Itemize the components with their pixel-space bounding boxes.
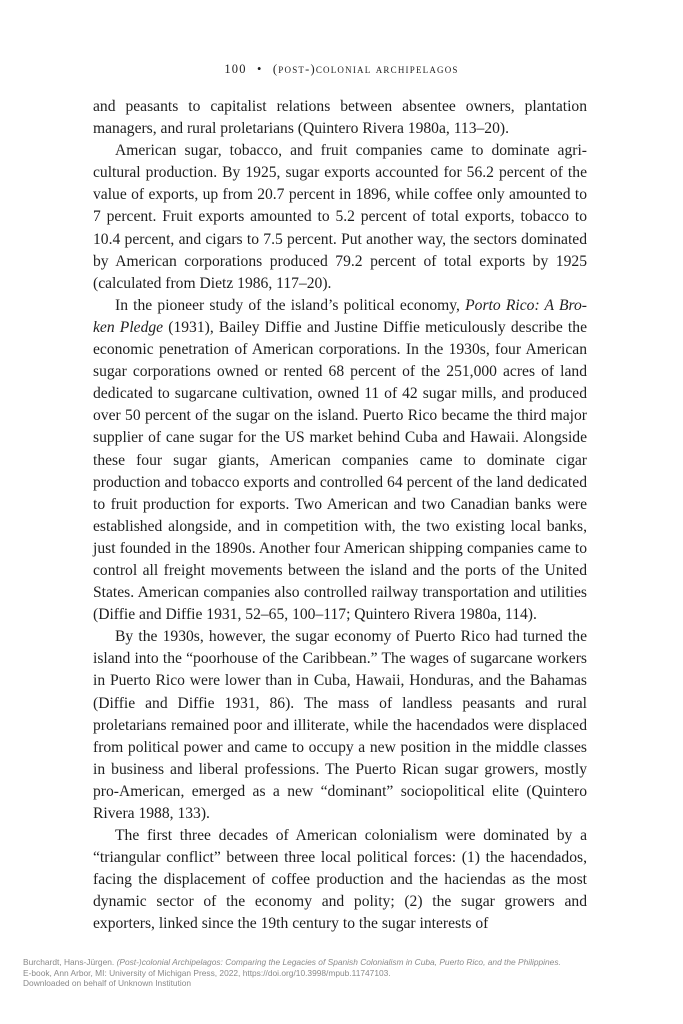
paragraph <box>93 626 587 825</box>
page-number: 100 <box>224 62 247 76</box>
paragraph <box>93 825 587 935</box>
paragraph-text: In the pioneer study of the island’s political economy, <box>115 296 466 314</box>
paragraph-text: (1931), Bailey Diffie and Justine Diffie meticulously describe the economic penetration of American corporations. In the 1930s, four American sugar corporations owned or rented 68 percent of the 251,000 acres of land dedicated to sugarcane cultivation, owned 11 of 42 sugar mills, and produced over 50 percent of the sugar on the island. Puerto Rico became the third major supplier of cane sugar for the US market behind Cuba and Hawaii. Alongside these four sugar giants, American companies came to dominate cigar production and tobacco exports and controlled 64 percent of the land dedicated to fruit production for exports. Two American and two Canadian banks were established alongside, and in competition with, the two existing local banks, just founded in the 1890s. Another four American shipping companies came to control all freight movements between the island and the ports of the United States. American companies also controlled railway transportation and utilities (Diffie and Diffie 1931, 52–65, 100–117; Quintero Rivera 1980a, 114). <box>93 318 587 624</box>
italic-book-title: Porto Rico: A Broken Pledge <box>93 296 587 336</box>
running-title: (post-)colonial archipelagos <box>272 62 459 76</box>
paragraph-text: and peasants to capitalist relations between absentee owners, plantation managers, and rural proletarians (Quintero Rivera 1980a, 113–20). <box>93 98 587 138</box>
citation-footer <box>23 957 663 989</box>
running-header <box>0 62 683 77</box>
paragraph <box>93 140 587 295</box>
footer-book-title: (Post-)colonial Archipelagos: Comparing the Legacies of Spanish Colonialism in Cuba, Puerto Rico, and the Philippines. <box>116 957 561 967</box>
footer-line-1 <box>23 957 663 968</box>
paragraph-text: American sugar, tobacco, and fruit companies came to dominate agricultural production. By 1925, sugar exports accounted for 56.2 percent of the value of exports, up from 20.7 percent in 1896, while coffee only amounted to 7 percent. Fruit exports amounted to 5.2 percent of total exports, tobacco to 10.4 percent, and cigars to 7.5 percent. Put another way, the sectors dominated by American corporations produced 79.2 percent of total exports by 1925 (calculated from Dietz 1986, 117–20). <box>93 142 587 292</box>
footer-author: Burchardt, Hans-Jürgen. <box>23 957 115 967</box>
footer-line-2: E-book, Ann Arbor, MI: University of Michigan Press, 2022, https://doi.org/10.3998/mpub.11747103. <box>23 967 391 978</box>
paragraph <box>93 295 587 626</box>
header-separator: • <box>257 62 263 76</box>
body-text <box>93 96 587 936</box>
paragraph-text: By the 1930s, however, the sugar economy of Puerto Rico had turned the island into the “poorhouse of the Caribbean.” The wages of sugarcane workers in Puerto Rico were lower than in Cuba, Hawaii, Honduras, and the Bahamas (Diffie and Diffie 1931, 86). The mass of landless peasants and rural proletarians remained poor and illiterate, while the hacendados were displaced from political power and came to occupy a new position in the middle classes in business and liberal professions. The Puerto Rican sugar growers, mostly pro-American, emerged as a new “dominant” sociopolitical elite (Quintero Rivera 1988, 133). <box>93 628 587 822</box>
paragraph-text: The first three decades of American colonialism were dominated by a “triangular conflict” between three local political forces: (1) the hacendados, facing the displacement of coffee production and the haciendas as the most dynamic sector of the economy and polity; (2) the sugar growers and exporters, linked since the 19th century to the sugar interests of <box>93 827 587 933</box>
footer-line-3: Downloaded on behalf of Unknown Institution <box>23 978 192 988</box>
paragraph <box>93 96 587 140</box>
